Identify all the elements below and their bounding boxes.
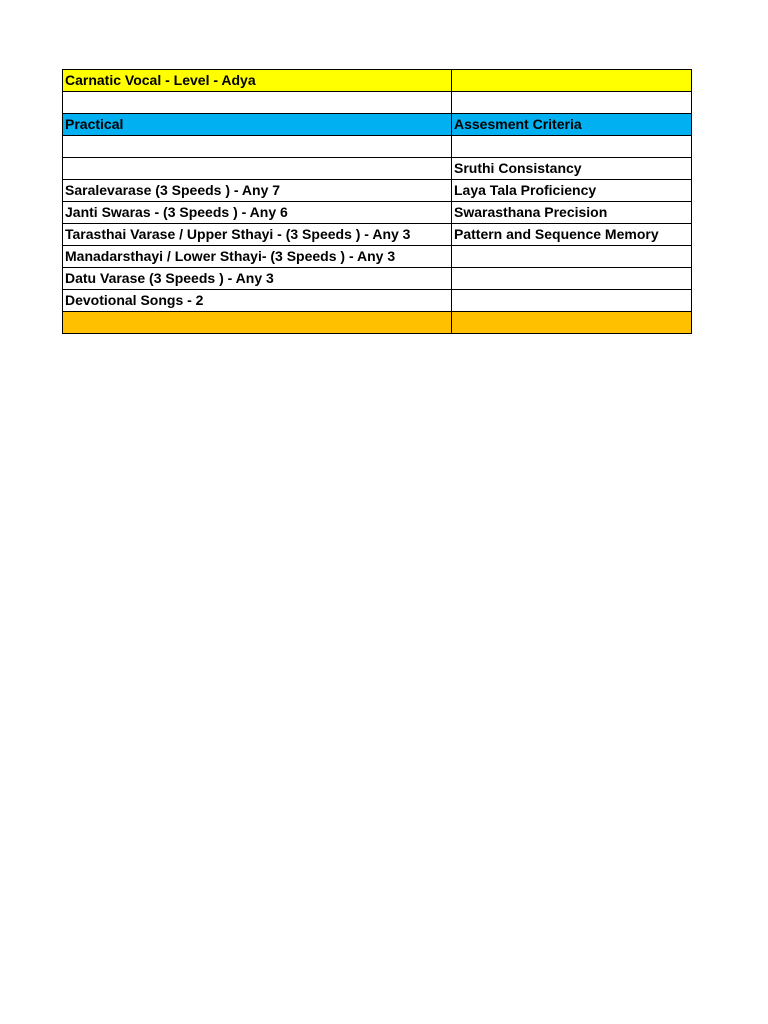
table-row bbox=[63, 224, 692, 246]
table-row bbox=[63, 158, 692, 180]
table-row bbox=[63, 202, 692, 224]
blank-cell-left[interactable] bbox=[63, 92, 452, 114]
criteria-cell[interactable] bbox=[452, 136, 692, 158]
title-row bbox=[63, 70, 692, 92]
footer-cell-right[interactable] bbox=[452, 312, 692, 334]
header-criteria-cell[interactable]: Assesment Criteria bbox=[452, 114, 692, 136]
criteria-cell[interactable]: Pattern and Sequence Memory bbox=[452, 224, 692, 246]
practical-cell[interactable]: Tarasthai Varase / Upper Sthayi - (3 Speeds ) - Any 3 bbox=[63, 224, 452, 246]
assessment-table bbox=[62, 69, 692, 334]
spreadsheet-page bbox=[62, 69, 692, 334]
criteria-cell[interactable]: Sruthi Consistancy bbox=[452, 158, 692, 180]
table-row bbox=[63, 268, 692, 290]
blank-row bbox=[63, 92, 692, 114]
criteria-cell[interactable] bbox=[452, 290, 692, 312]
title-cell[interactable]: Carnatic Vocal - Level - Adya bbox=[63, 70, 452, 92]
blank-cell-right[interactable] bbox=[452, 92, 692, 114]
table-row bbox=[63, 180, 692, 202]
practical-cell[interactable]: Datu Varase (3 Speeds ) - Any 3 bbox=[63, 268, 452, 290]
practical-cell[interactable] bbox=[63, 158, 452, 180]
practical-cell[interactable]: Janti Swaras - (3 Speeds ) - Any 6 bbox=[63, 202, 452, 224]
practical-cell[interactable]: Manadarsthayi / Lower Sthayi- (3 Speeds ) - Any 3 bbox=[63, 246, 452, 268]
header-row bbox=[63, 114, 692, 136]
title-right-cell[interactable] bbox=[452, 70, 692, 92]
footer-cell-left[interactable] bbox=[63, 312, 452, 334]
criteria-cell[interactable]: Swarasthana Precision bbox=[452, 202, 692, 224]
practical-cell[interactable]: Saralevarase (3 Speeds ) - Any 7 bbox=[63, 180, 452, 202]
criteria-cell[interactable] bbox=[452, 268, 692, 290]
footer-row bbox=[63, 312, 692, 334]
header-practical-cell[interactable]: Practical bbox=[63, 114, 452, 136]
criteria-cell[interactable] bbox=[452, 246, 692, 268]
table-row bbox=[63, 246, 692, 268]
table-row bbox=[63, 136, 692, 158]
criteria-cell[interactable]: Laya Tala Proficiency bbox=[452, 180, 692, 202]
practical-cell[interactable]: Devotional Songs - 2 bbox=[63, 290, 452, 312]
table-row bbox=[63, 290, 692, 312]
practical-cell[interactable] bbox=[63, 136, 452, 158]
